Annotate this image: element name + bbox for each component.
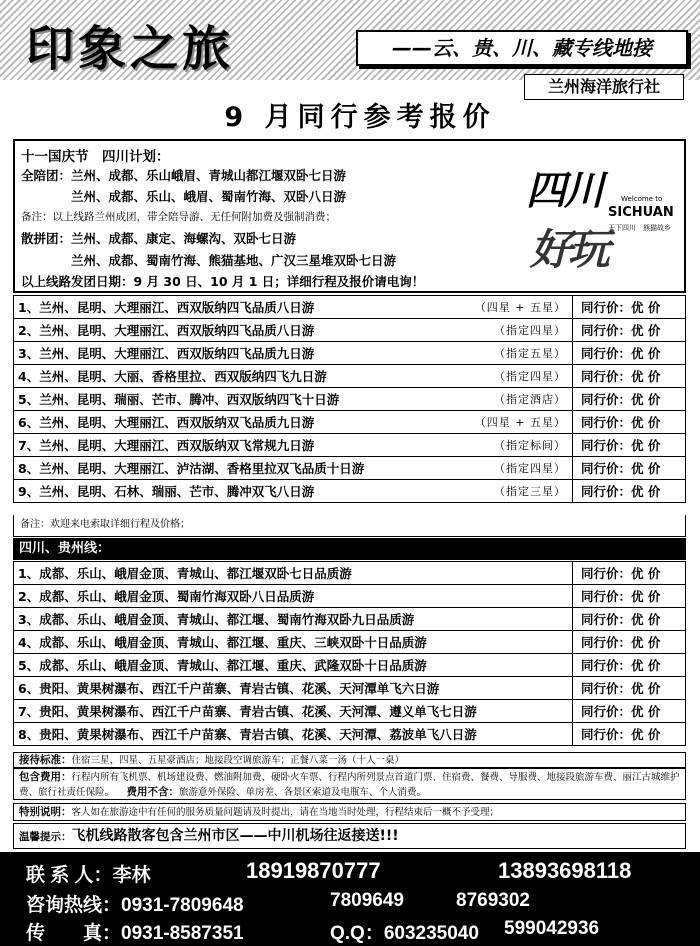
route-price: 同行价：优 价 [573,562,686,585]
route-price: 同行价：优 价 [573,480,686,503]
hotel-tag: （四星 + 五星） [448,411,573,434]
route-row [14,562,686,585]
route-price: 同行价：优 价 [573,654,686,677]
hotline-label: 咨询热线： [26,895,122,916]
tip-text: 飞机线路散客包含兰州市区——中川机场往返接送!!! [71,828,399,844]
sichuan-plan-box [13,139,686,293]
contact-footer [0,852,700,946]
route-row [14,365,686,388]
route-row [14,457,686,480]
standard-info [13,752,686,768]
route-name: 9、兰州、昆明、石林、瑞丽、芒市、腾冲双飞八日游 [14,480,448,503]
hotel-tag: （指定四星） [448,365,573,388]
sichuan-guizhou-route-table [13,561,686,746]
route-price: 同行价：优 价 [573,365,686,388]
special-info [13,803,686,821]
qq-label: Q.Q： [330,923,384,944]
fax-label: 传 真： [26,923,122,944]
route-name: 8、兰州、昆明、大理丽江、泸沽湖、香格里拉双飞品质十日游 [14,457,448,480]
sichuan-line: 兰州、成都、蜀南竹海、熊猫基地、广汉三星堆双卧七日游 [21,253,397,268]
route-price: 同行价：优 价 [573,388,686,411]
special-text: 客人如在旅游途中有任何的服务质量问题请及时提出，请在当地当时处理，行程结束后一概不予受理； [71,807,500,818]
route-row [14,296,686,319]
route-name: 3、成都、乐山、峨眉金顶、青城山、都江堰、蜀南竹海双卧九日品质游 [14,608,573,631]
route-name: 5、成都、乐山、峨眉金顶、青城山、都江堰、重庆、武隆双卧十日品质游 [14,654,573,677]
route-row [14,342,686,365]
sichuan-plan-title: 十一国庆节 四川计划： [21,149,170,165]
route-name: 4、成都、乐山、峨眉金顶、青城山、都江堰、重庆、三峡双卧十日品质游 [14,631,573,654]
mobile-2: 13893698118 [498,858,632,883]
route-name: 2、兰州、昆明、大理丽江、西双版纳四飞品质八日游 [14,319,448,342]
section-title-sichuan-guizhou: 四川、贵州线： [13,538,686,560]
logo-char-top: 四川 [526,167,602,214]
qq-2: 599042936 [504,918,600,939]
tagline-box: ——云、贵、川、藏专线地接 [356,30,688,66]
route-name: 7、贵阳、黄果树瀑布、西江千户苗寨、青岩古镇、花溪、天河潭、遵义单飞七日游 [14,700,573,723]
fee-info [13,768,686,800]
sichuan-note: 备注：以上线路兰州成团，带全陪导游、无任何附加费及强制消费； [21,211,336,223]
route-row [14,319,686,342]
special-label: 特别说明： [19,806,72,818]
route-row [14,434,686,457]
route-name: 6、兰州、昆明、大理丽江、西双版纳双飞品质九日游 [14,411,448,434]
route-price: 同行价：优 价 [573,411,686,434]
hotel-tag: （四星 + 五星） [448,296,573,319]
yunnan-route-table [13,295,686,503]
route-row [14,723,686,746]
sichuan-line: 兰州、成都、乐山、峨眉、蜀南竹海、双卧八日游 [21,189,347,204]
hotel-tag: （指定四星） [448,457,573,480]
logo-welcome: Welcome to [621,195,663,203]
route-price: 同行价：优 价 [573,342,686,365]
route-row [14,631,686,654]
route-row [14,411,686,434]
sichuan-line: 全陪团：兰州、成都、乐山峨眉、青城山都江堰双卧七日游 [21,168,347,183]
hotel-tag: （指定三星） [448,480,573,503]
route-price: 同行价：优 价 [573,585,686,608]
mobile-1: 18919870777 [246,858,381,883]
route-price: 同行价：优 价 [573,296,686,319]
hotel-tag: （指定标间） [448,434,573,457]
standard-text: 住宿三星、四星、五星豪酒店；地接段空调旅游车；正餐八菜一汤（十人一桌） [71,755,405,766]
contact-person-label: 联 系 人： [26,865,113,886]
route-name: 1、成都、乐山、峨眉金顶、青城山、都江堰双卧七日品质游 [14,562,573,585]
route-row [14,585,686,608]
hotel-tag: （指定四星） [448,319,573,342]
route-name: 5、兰州、昆明、瑞丽、芒市、腾冲、西双版纳四飞十日游 [14,388,448,411]
page-subtitle: 9 月同行参考报价 [224,102,496,133]
route-name: 2、成都、乐山、峨眉金顶、蜀南竹海双卧八日品质游 [14,585,573,608]
include-text: 行程内所有飞机票、机场建设费、燃油附加费、硬卧火车票、行程内所列景点首道门票、住宿费、餐费、导服费、地接段旅游车费、丽江古城维护费、旅行社责任保险。 [19,772,680,798]
sichuan-line: 散拼团：兰州、成都、康定、海螺沟、双卧七日游 [21,231,297,246]
exclude-label: 费用不含： [126,786,180,798]
route-name: 1、兰州、昆明、大理丽江、西双版纳四飞品质八日游 [14,296,448,319]
yunnan-note: 备注：欢迎来电索取详细行程及价格； [13,515,686,537]
route-price: 同行价：优 价 [573,608,686,631]
route-name: 6、贵阳、黄果树瀑布、西江千户苗寨、青岩古镇、花溪、天河潭单飞六日游 [14,677,573,700]
route-price: 同行价：优 价 [573,457,686,480]
route-row [14,700,686,723]
route-row [14,654,686,677]
hotline-3: 8769302 [456,890,530,911]
hotline-2: 7809649 [330,890,404,911]
route-price: 同行价：优 价 [573,631,686,654]
route-name: 7、兰州、昆明、大理丽江、西双版纳双飞常规九日游 [14,434,448,457]
route-row [14,677,686,700]
route-price: 同行价：优 价 [573,434,686,457]
fax-number: 0931-8587351 [121,923,244,944]
hotel-tag: （指定五星） [448,342,573,365]
route-row [14,388,686,411]
qq-1: 603235040 [383,923,479,944]
include-label: 包含费用： [19,771,72,783]
tip-label: 温馨提示： [19,831,72,843]
route-price: 同行价：优 价 [573,700,686,723]
sichuan-line: 以上线路发团日期：9 月 30 日、10 月 1 日；详细行程及报价请电询！ [21,274,425,289]
route-price: 同行价：优 价 [573,723,686,746]
logo-char-bottom: 好玩 [530,225,607,274]
route-name: 3、兰州、昆明、大理丽江、西双版纳四飞品质九日游 [14,342,448,365]
header-banner [0,0,700,80]
route-row [14,480,686,503]
hotel-tag: （指定酒店） [448,388,573,411]
agency-name: 兰州海洋旅行社 [524,74,684,100]
route-name: 4、兰州、昆明、大丽、香格里拉、西双版纳四飞九日游 [14,365,448,388]
exclude-text: 旅游意外保险、单房差、各景区索道及电瓶车、个人消费。 [179,787,427,798]
logo-en: SICHUAN [608,205,674,220]
tip-info [13,823,686,849]
route-price: 同行价：优 价 [573,319,686,342]
logo-slogan: 天下四川 熊猫故乡 [608,224,671,232]
brand-title: 印象之旅 [26,21,235,77]
route-row [14,608,686,631]
hotline-1: 0931-7809648 [121,895,244,916]
contact-person: 李林 [112,865,151,886]
route-name: 8、贵阳、黄果树瀑布、西江千户苗寨、青岩古镇、花溪、天河潭、荔波单飞八日游 [14,723,573,746]
standard-label: 接待标准： [19,754,72,766]
sichuan-logo [526,149,676,284]
route-price: 同行价：优 价 [573,677,686,700]
